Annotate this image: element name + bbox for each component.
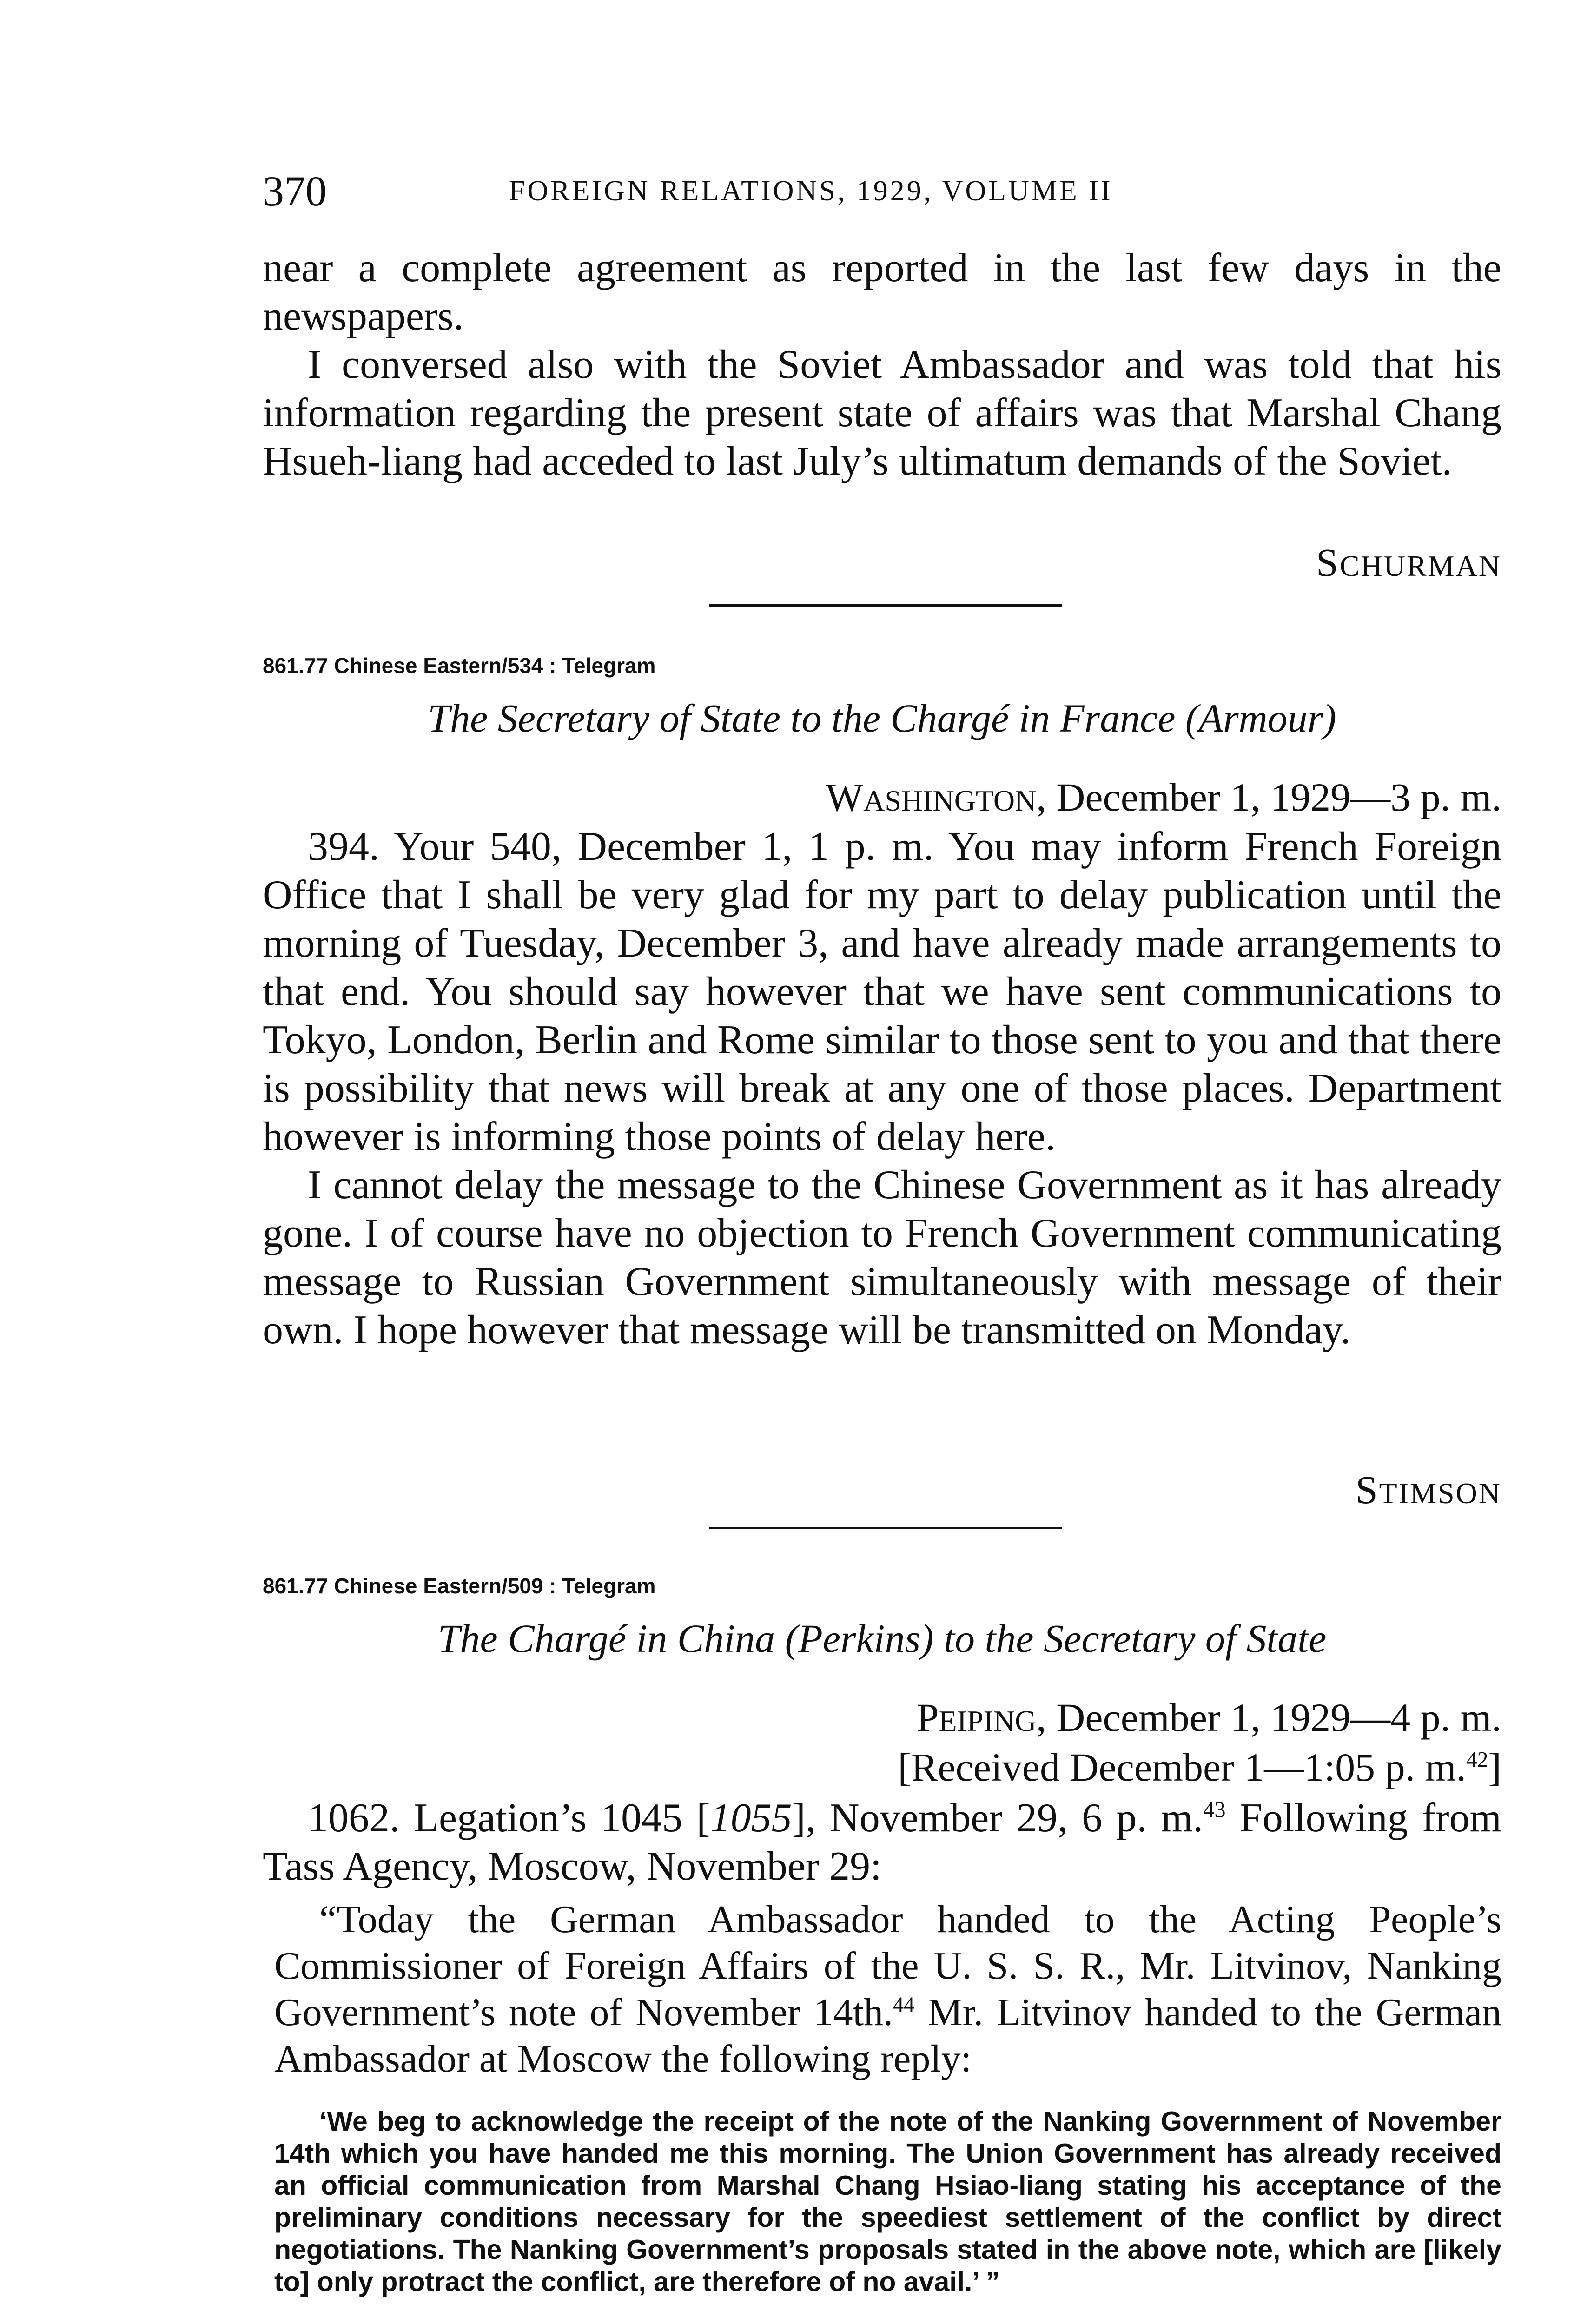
page-header [263,166,1499,218]
footnote-ref-42: 42 [1466,1748,1488,1772]
doc3-date: , December 1, 1929—4 p. m. [1036,1695,1501,1740]
doc2-paragraph-2: I cannot delay the message to the Chinese Government as it has already gone. I of course have no objection to French Government communicating message to Russian Government simultaneously with message of their own. I hope however that message will be transmitted on Monday. [263,1162,1501,1353]
doc3-quote-paragraph: “Today the German Ambassador handed to the Acting People’s Commissioner of Foreign Affairs of the U. S. S. R., Mr. Litvinov, Nanking Government’s note of November 14th.$^{44}$ Mr. Litvinov handed to the German Ambassador at Moscow the following reply: [274,1898,1501,2080]
doc3-quotation [274,1896,1501,2082]
doc3-title: The Chargé in China (Perkins) to the Secretary of State [437,1616,1327,1661]
doc3-inner-quotation: ‘We beg to acknowledge the receipt of the note of the Nanking Government of November 14th which you have handed me this morning. The Union Government has already received an official communication from Marshal Chang Hsiao-liang stating his acceptance of the preliminary conditions necessary for the speediest settlement of the conflict by direct negotiations. The Nanking Government’s proposals stated in the above note, which are [likely to] only protract the conflict, are therefore of no avail.’ ” [274,2106,1501,2297]
doc2-signature: STIMSON [1355,1467,1501,1512]
doc3-dateline [263,1694,1501,1741]
doc3-paragraph-1: 1062. Legation’s 1045 [1055], November 29, 6 p. m.$^{43}$ Following from Tass Agency, Moscow, November 29: [263,1796,1501,1889]
section-divider [709,604,1062,607]
doc1-paragraph-2: I conversed also with the Soviet Ambassador and was told that his information regarding the present state of affairs was that Marshal Chang Hsueh-liang had acceded to last July’s ultimatum demands of the Soviet. [263,342,1501,484]
footnote-ref-44: 44 [893,1993,915,2016]
page-number: 370 [263,167,327,215]
doc3-body [263,1794,1501,1891]
section-divider [709,1527,1062,1529]
doc3-place: PEIPING [916,1695,1037,1740]
doc2-dateline [263,774,1501,820]
running-head: FOREIGN RELATIONS, 1929, VOLUME II [509,175,1113,207]
doc3-received: [Received December 1—1:05 p. m.$^{42}$] [898,1745,1501,1789]
doc2-date: , December 1, 1929—3 p. m. [1036,775,1501,819]
footnote-ref-43: 43 [1203,1797,1226,1822]
doc1-paragraph-1: near a complete agreement as reported in the last few days in the newspapers. [263,245,1501,339]
doc1-body [263,244,1501,486]
doc3-file-reference: 861.77 Chinese Eastern/509 : Telegram [263,1574,656,1598]
doc2-title: The Secretary of State to the Chargé in France (Armour) [428,696,1336,740]
doc2-paragraph-1: 394. Your 540, December 1, 1 p. m. You may inform French Foreign Office that I shall be very glad for my part to delay publication until the morning of Tuesday, December 3, and have already made arrangements to that end. You should say however that we have sent communications to Tokyo, London, Berlin and Rome similar to those sent to you and that there is possibility that news will break at any one of those places. Department however is informing those points of delay here. [263,824,1501,1159]
doc1-signature: SCHURMAN [1316,540,1501,585]
doc2-body [263,823,1501,1354]
doc2-file-reference: 861.77 Chinese Eastern/534 : Telegram [263,654,656,678]
doc3-corrected-number: 1055 [710,1796,792,1841]
doc2-place: WASHINGTON [825,775,1037,819]
